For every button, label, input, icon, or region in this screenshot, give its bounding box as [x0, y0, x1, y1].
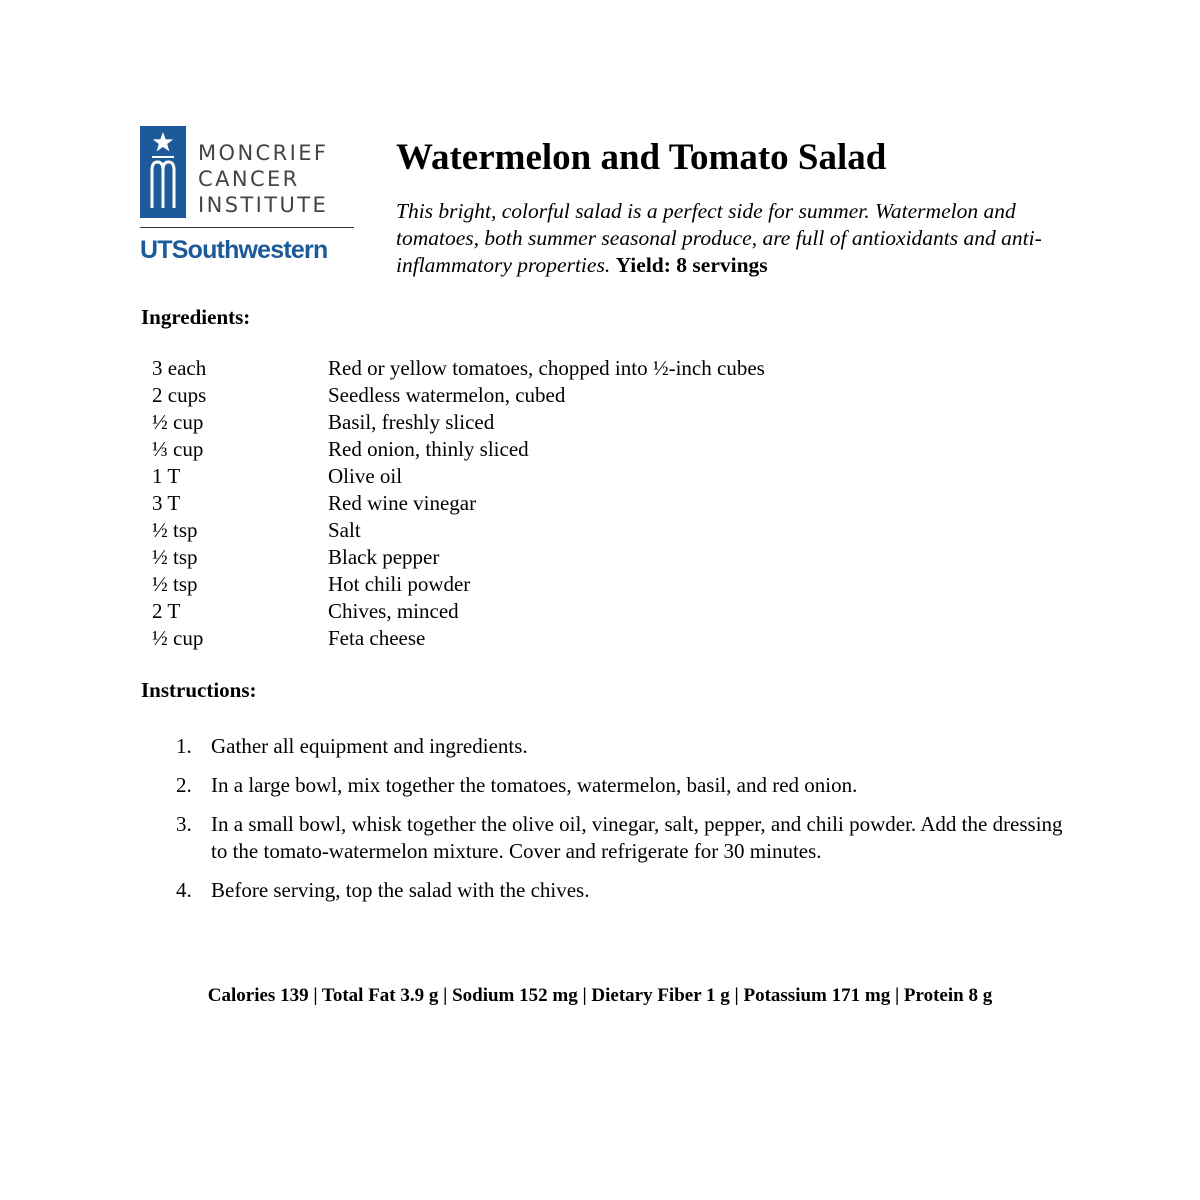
ingredient-row — [152, 625, 765, 652]
step-number: 1. — [176, 734, 192, 758]
ingredient-row — [152, 571, 765, 598]
step-number: 4. — [176, 878, 192, 902]
ingredient-row — [152, 463, 765, 490]
step-text: Gather all equipment and ingredients. — [211, 734, 528, 758]
instruction-step — [176, 877, 1076, 904]
recipe-intro — [396, 198, 1076, 279]
ingredient-qty: 3 each — [152, 356, 207, 380]
logo-line-1: MONCRIEF — [198, 141, 329, 165]
step-text: Before serving, top the salad with the chives. — [211, 878, 590, 902]
ingredient-qty: ½ cup — [152, 626, 204, 650]
intro-text: This bright, colorful salad is a perfect side for summer. Watermelon and tomatoes, both summer seasonal produce, are full of antioxidants and anti-inflammatory properties. — [396, 199, 1042, 277]
ingredient-row — [152, 598, 765, 625]
logo-line-2: CANCER — [198, 167, 300, 191]
ingredient-qty: ½ tsp — [152, 545, 198, 569]
ut-southwestern-wordmark: UTSouthwestern — [140, 236, 328, 264]
ingredient-qty: ½ tsp — [152, 518, 198, 542]
ingredient-qty: 1 T — [152, 464, 181, 488]
ingredient-row — [152, 544, 765, 571]
logo-divider — [140, 227, 354, 228]
instruction-step — [176, 772, 1076, 799]
ingredient-row — [152, 517, 765, 544]
ingredient-qty: 3 T — [152, 491, 181, 515]
moncrief-logo — [140, 126, 355, 266]
instruction-step — [176, 811, 1076, 865]
ingredient-item: Black pepper — [328, 545, 440, 569]
ingredient-item: Red onion, thinly sliced — [328, 437, 529, 461]
ingredient-qty: ½ tsp — [152, 572, 198, 596]
ingredient-item: Red or yellow tomatoes, chopped into ½-inch cubes — [328, 356, 765, 380]
step-number: 3. — [176, 812, 192, 836]
logo-wordmark — [198, 140, 328, 218]
instruction-step — [176, 733, 1076, 760]
ingredient-row — [152, 409, 765, 436]
ingredient-qty: 2 cups — [152, 383, 207, 407]
step-text: In a large bowl, mix together the tomatoes, watermelon, basil, and red onion. — [211, 773, 858, 797]
ingredient-item: Seedless watermelon, cubed — [328, 383, 566, 407]
recipe-title: Watermelon and Tomato Salad — [396, 137, 887, 178]
instructions-heading: Instructions: — [141, 678, 257, 702]
ingredient-item: Olive oil — [328, 464, 403, 488]
logo-line-3: INSTITUTE — [198, 193, 329, 217]
ingredient-qty: ⅓ cup — [152, 437, 204, 461]
ingredient-item: Chives, minced — [328, 599, 459, 623]
step-text: In a small bowl, whisk together the olive oil, vinegar, salt, pepper, and chili powder. Add the dressing to the tomato-watermelon mixture. Cover and refrigerate for 30 minutes. — [211, 812, 1063, 863]
ingredients-heading: Ingredients: — [141, 305, 251, 329]
ingredient-row — [152, 490, 765, 517]
recipe-yield: Yield: 8 servings — [615, 253, 768, 277]
ingredients-table — [152, 355, 765, 652]
nutrition-facts: Calories 139 | Total Fat 3.9 g | Sodium 152 mg | Dietary Fiber 1 g | Potassium 171 mg | Protein 8 g — [207, 985, 993, 1006]
ingredient-item: Red wine vinegar — [328, 491, 477, 515]
ingredient-qty: ½ cup — [152, 410, 204, 434]
ingredient-qty: 2 T — [152, 599, 181, 623]
instructions-list — [176, 733, 1076, 916]
ingredient-item: Hot chili powder — [328, 572, 471, 596]
ingredient-row — [152, 355, 765, 382]
moncrief-star-m-icon — [140, 126, 186, 218]
ingredient-item: Feta cheese — [328, 626, 426, 650]
ingredient-item: Salt — [328, 518, 361, 542]
step-number: 2. — [176, 773, 192, 797]
ingredient-row — [152, 436, 765, 463]
ingredient-row — [152, 382, 765, 409]
ingredient-item: Basil, freshly sliced — [328, 410, 495, 434]
